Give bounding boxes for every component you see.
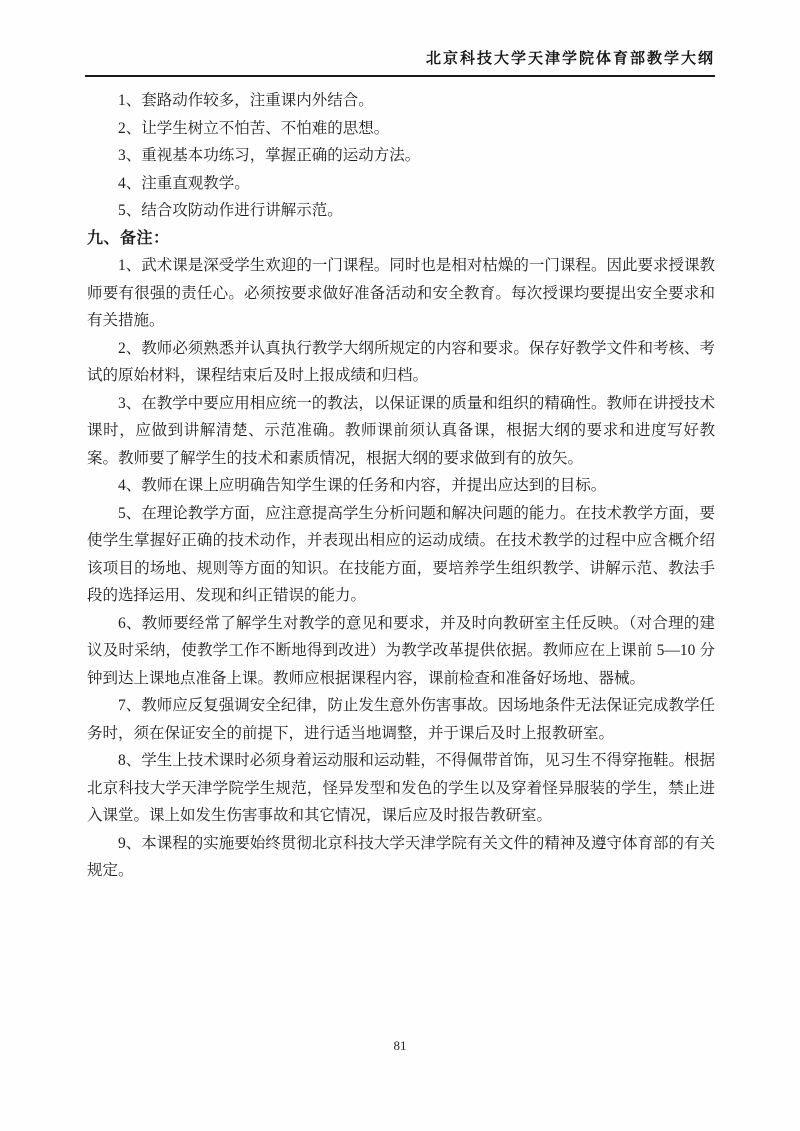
paragraph-5: 5、在理论教学方面，应注意提高学生分析问题和解决问题的能力。在技术教学方面，要使学生掌握好正确的技术动作，并表现出相应的运动成绩。在技术教学的过程中应含概介绍该项目的场地、规则等方面的知识。在技能方面，要培养学生组织教学、讲解示范、教法手段的选择运用、发现和纠正错误的能力。 — [87, 504, 715, 604]
list-item-1: 1、套路动作较多，注重课内外结合。 — [118, 92, 374, 109]
paragraph-8: 8、学生上技术课时必须身着运动服和运动鞋，不得佩带首饰，见习生不得穿拖鞋。根据北京科技大学天津学院学生规范，怪异发型和发色的学生以及穿着怪异服装的学生，禁止进入课堂。课上如发生伤害事故和其它情况，课后应及时报告教研室。 — [87, 752, 715, 824]
paragraph-2: 2、教师必须熟悉并认真执行教学大纲所规定的内容和要求。保存好教学文件和考核、考试的原始材料，课程结束后及时上报成绩和归档。 — [87, 339, 715, 384]
list-item-2: 2、让学生树立不怕苦、不怕难的思想。 — [118, 119, 390, 137]
document-body — [87, 87, 715, 885]
paragraph-3: 3、在教学中要应用相应统一的教法，以保证课的质量和组织的精确性。教师在讲授技术课时，应做到讲解清楚、示范准确。教师课前须认真备课，根据大纲的要求和进度写好教案。教师要了解学生的技术和素质情况，根据大纲的要求做到有的放矢。 — [87, 394, 715, 467]
paragraph-7: 7、教师应反复强调安全纪律，防止发生意外伤害事故。因场地条件无法保证完成教学任务时，须在保证安全的前提下，进行适当地调整，并于课后及时上报教研室。 — [87, 697, 715, 742]
paragraph-4: 4、教师在课上应明确告知学生课的任务和内容，并提出应达到的目标。 — [118, 477, 607, 494]
paragraph-6: 6、教师要经常了解学生对教学的意见和要求，并及时向教研室主任反映。（对合理的建议及时采纳，使教学工作不断地得到改进）为教学改革提供依据。教师应在上课前 5—10 分钟到达上课地点准备上课。教师应根据课程内容，课前检查和准备好场地、器械。 — [87, 614, 715, 687]
paragraph-9: 9、本课程的实施要始终贯彻北京科技大学天津学院有关文件的精神及遵守体育部的有关规定。 — [87, 834, 715, 879]
header-title: 北京科技大学天津学院体育部教学大纲 — [425, 51, 715, 67]
list-item-3: 3、重视基本功练习，掌握正确的运动方法。 — [118, 147, 421, 164]
page-header — [85, 48, 715, 77]
section-heading-remarks: 九、备注： — [87, 229, 170, 247]
page-footer — [0, 1038, 800, 1054]
list-item-5: 5、结合攻防动作进行讲解示范。 — [118, 202, 343, 219]
header-rule — [85, 75, 715, 77]
paragraph-1: 1、武术课是深受学生欢迎的一门课程。同时也是相对枯燥的一门课程。因此要求授课教师要有很强的责任心。必须按要求做好准备活动和安全教育。每次授课均要提出安全要求和有关措施。 — [87, 257, 715, 329]
list-item-4: 4、注重直观教学。 — [118, 174, 250, 192]
page-number: 81 — [393, 1038, 407, 1053]
